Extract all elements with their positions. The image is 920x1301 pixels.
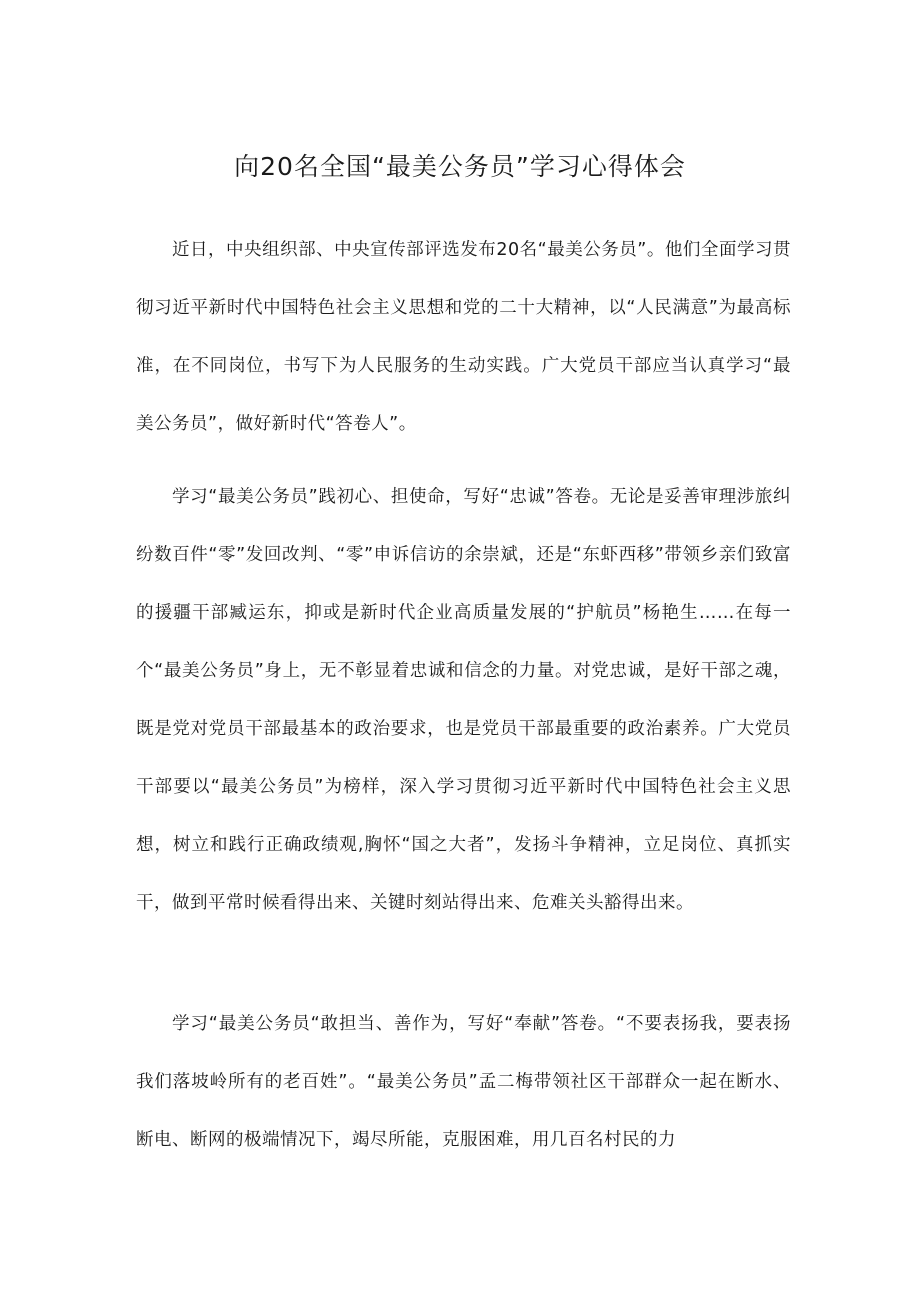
paragraph-dedication: 学习“最美公务员“敢担当、善作为，写好“奉献”答卷。“不要表扬我，要表扬我们落坡岭所有的老百姓”。“最美公务员”孟二梅带领社区干部群众一起在断水、断电、断网的极端情况下，竭尽所能，克服困难，用几百名村民的力 [136, 1014, 791, 1150]
paragraph-loyalty: 学习“最美公务员”践初心、担使命，写好“忠诚”答卷。无论是妥善审理涉旅纠纷数百件“零”发回改判、“零”申诉信访的余崇斌，还是“东虾西移”带领乡亲们致富的援疆干部臧运东，抑或是新时代企业高质量发展的“护航员”杨艳生……在每一个“最美公务员”身上，无不彰显着忠诚和信念的力量。对党忠诚，是好干部之魂，既是党对党员干部最基本的政治要求，也是党员干部最重要的政治素养。广大党员干部要以“最美公务员”为榜样，深入学习贯彻习近平新时代中国特色社会主义思想，树立和践行正确政绩观,胸怀“国之大者”，发扬斗争精神，立足岗位、真抓实干，做到平常时候看得出来、关键时刻站得出来、危难关头豁得出来。 [136, 487, 791, 913]
document-title: 向20名全国“最美公务员”学习心得体会 [234, 152, 686, 181]
paragraph-intro: 近日，中央组织部、中央宣传部评选发布20名“最美公务员”。他们全面学习贯彻习近平新时代中国特色社会主义思想和党的二十大精神，以“人民满意”为最高标准，在不同岗位，书写下为人民服务的生动实践。广大党员干部应当认真学习“最美公务员”，做好新时代“答卷人”。 [136, 240, 791, 434]
